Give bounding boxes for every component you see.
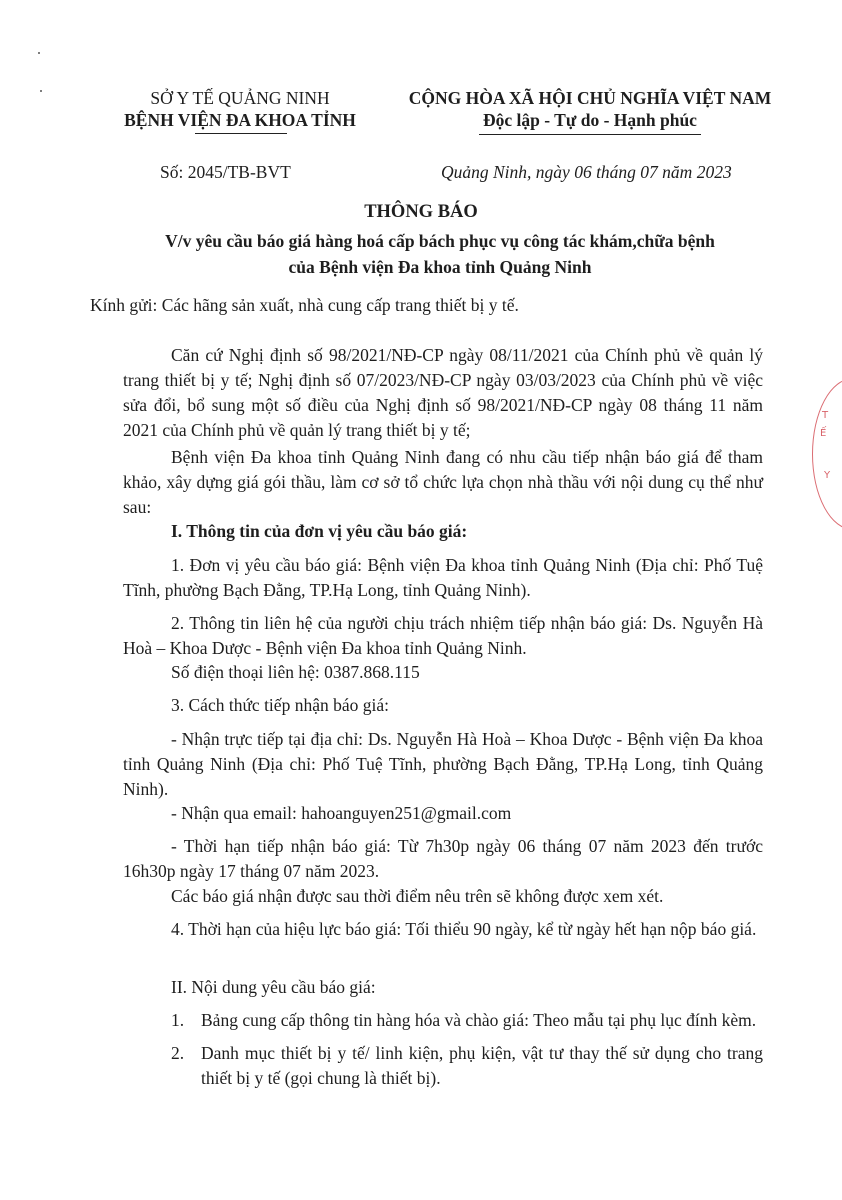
header-left-underline (195, 133, 287, 134)
deadline-paragraph: - Thời hạn tiếp nhận báo giá: Từ 7h30p ngày 06 tháng 07 năm 2023 đến trước 16h30p ngày 17 tháng 07 năm 2023. (123, 836, 763, 881)
item-1-paragraph: 1. Đơn vị yêu cầu báo giá: Bệnh viện Đa khoa tỉnh Quảng Ninh (Địa chỉ: Phố Tuệ Tĩnh, phường Bạch Đằng, TP.Hạ Long, tỉnh Quảng Ninh). (123, 555, 763, 600)
list-item-number: 1. (171, 1010, 185, 1030)
subject-line-1: V/v yêu cầu báo giá hàng hoá cấp bách phục vụ công tác khám,chữa bệnh (165, 231, 715, 251)
phone-line: Số điện thoại liên hệ: 0387.868.115 (171, 662, 420, 682)
list-item (171, 1041, 763, 1091)
scan-speck (40, 90, 42, 92)
section-2-heading: II. Nội dung yêu cầu báo giá: (171, 977, 376, 997)
section-1-heading: I. Thông tin của đơn vị yêu cầu báo giá: (171, 521, 468, 541)
document-number: Số: 2045/TB-BVT (160, 162, 291, 182)
national-title: CỘNG HÒA XÃ HỘI CHỦ NGHĨA VIỆT NAM (408, 88, 772, 108)
late-note: Các báo giá nhận được sau thời điểm nêu trên sẽ không được xem xét. (171, 886, 664, 906)
list-item-text: Bảng cung cấp thông tin hàng hóa và chào giá: Theo mẫu tại phụ lục đính kèm. (201, 1010, 757, 1030)
section-2-list (171, 1008, 763, 1091)
hospital-name: BỆNH VIỆN ĐA KHOA TỈNH (124, 110, 356, 130)
list-item (171, 1008, 763, 1033)
item-4-paragraph: 4. Thời hạn của hiệu lực báo giá: Tối thiểu 90 ngày, kể từ ngày hết hạn nộp báo giá. (171, 919, 757, 939)
agency-name: SỞ Y TẾ QUẢNG NINH (150, 88, 330, 108)
stamp-letter: T (822, 410, 829, 421)
stamp-letter: Ế (820, 428, 827, 439)
item-3-heading: 3. Cách thức tiếp nhận báo giá: (171, 695, 389, 715)
list-item-text: Danh mục thiết bị y tế/ linh kiện, phụ kiện, vật tư thay thế sử dụng cho trang thiết bị y tế (gọi chung là thiết bị). (201, 1043, 763, 1088)
national-motto: Độc lập - Tự do - Hạnh phúc (483, 110, 697, 130)
official-stamp-partial (812, 378, 842, 530)
subject-line-2: của Bệnh viện Đa khoa tỉnh Quảng Ninh (288, 257, 592, 277)
intro-paragraph: Bệnh viện Đa khoa tỉnh Quảng Ninh đang có nhu cầu tiếp nhận báo giá để tham khảo, xây dựng giá gói thầu, làm cơ sở tổ chức lựa chọn nhà thầu với nội dung cụ thể như sau: (123, 447, 763, 517)
recipient: Kính gửi: Các hãng sản xuất, nhà cung cấp trang thiết bị y tế. (90, 295, 519, 315)
header-right-underline (479, 134, 701, 135)
place-date: Quảng Ninh, ngày 06 tháng 07 năm 2023 (441, 162, 732, 182)
list-item-number: 2. (171, 1043, 185, 1063)
stamp-letter: Y (824, 470, 831, 481)
scan-speck (38, 52, 40, 54)
document-title: THÔNG BÁO (364, 202, 478, 222)
legal-basis-paragraph: Căn cứ Nghị định số 98/2021/NĐ-CP ngày 08/11/2021 của Chính phủ về quản lý trang thiết bị y tế; Nghị định số 07/2023/NĐ-CP ngày 03/03/2023 của Chính phủ về việc sửa đổi, bổ sung một số điều của Nghị định số 98/2021/NĐ-CP ngày 08 tháng 11 năm 2021 của Chính phủ về quản lý trang thiết bị y tế; (123, 345, 763, 440)
item-2-paragraph: 2. Thông tin liên hệ của người chịu trách nhiệm tiếp nhận báo giá: Ds. Nguyễn Hà Hoà – Khoa Dược - Bệnh viện Đa khoa tỉnh Quảng Ninh. (123, 613, 763, 658)
direct-receipt-paragraph: - Nhận trực tiếp tại địa chỉ: Ds. Nguyễn Hà Hoà – Khoa Dược - Bệnh viện Đa khoa tỉnh Quảng Ninh (Địa chỉ: Phố Tuệ Tĩnh, phường Bạch Đằng, TP.Hạ Long, tỉnh Quảng Ninh). (123, 729, 763, 799)
email-line: - Nhận qua email: hahoanguyen251@gmail.com (171, 803, 512, 823)
